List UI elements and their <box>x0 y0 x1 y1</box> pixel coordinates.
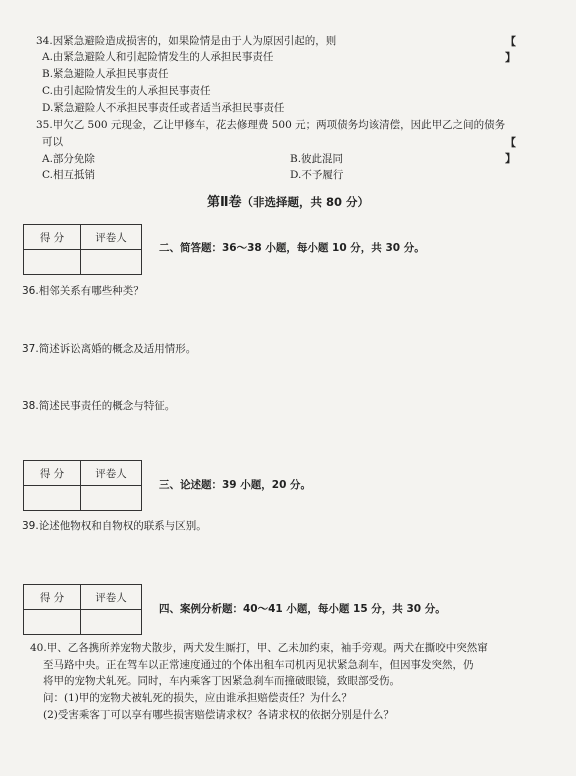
q39: 39.论述他物权和自物权的联系与区别。 <box>22 520 207 532</box>
q38: 38.简述民事责任的概念与特征。 <box>22 400 176 412</box>
q36: 36.相邻关系有哪些种类？ <box>22 285 144 297</box>
q35-option-c: C.相互抵销 <box>42 169 95 181</box>
q34-option-b: B.紧急避险人承担民事责任 <box>42 68 169 80</box>
q34-option-d: D.紧急避险人不承担民事责任或者适当承担民事责任 <box>42 102 285 114</box>
score-cell <box>24 486 81 511</box>
q40-line1: 40.甲、乙各携所养宠物犬散步，两犬发生厮打，甲、乙未加约束，袖手旁观。两犬在撕咬中突然窜 <box>30 642 488 654</box>
q35-stem-line2: 可以 <box>42 136 63 148</box>
q35-option-a: A.部分免除 <box>42 153 95 165</box>
grader-cell <box>81 486 142 511</box>
q37: 37.简述诉讼离婚的概念及适用情形。 <box>22 343 197 355</box>
score-cell <box>24 610 81 635</box>
q40-line2: 至马路中央。正在驾车以正常速度通过的个体出租车司机丙见状紧急刹车，但因事发突然，仍 <box>43 659 474 671</box>
q40-line3: 将甲的宠物犬轧死。同时，车内乘客丁因紧急刹车而撞破眼镜，致眼部受伤。 <box>43 675 400 687</box>
score-label: 得 分 <box>24 461 81 486</box>
score-cell <box>24 250 81 275</box>
section2-heading: 二、简答题：36～38 小题，每小题 10 分，共 30 分。 <box>159 242 425 254</box>
section3-heading: 三、论述题：39 小题，20 分。 <box>159 479 312 491</box>
q35-option-d: D.不予履行 <box>290 169 344 181</box>
grader-label: 评卷人 <box>81 461 142 486</box>
score-box-section3 <box>23 460 142 511</box>
q34-option-c: C.由引起险情发生的人承担民事责任 <box>42 85 211 97</box>
section4-heading: 四、案例分析题：40～41 小题，每小题 15 分，共 30 分。 <box>159 603 446 615</box>
score-box-section2 <box>23 224 142 275</box>
grader-cell <box>81 610 142 635</box>
grader-label: 评卷人 <box>81 585 142 610</box>
part2-title <box>0 191 576 210</box>
grader-cell <box>81 250 142 275</box>
part2-title-main: 第Ⅱ卷 <box>206 195 242 210</box>
q34-answer-bracket: 【 】 <box>505 35 534 64</box>
grader-label: 评卷人 <box>81 225 142 250</box>
q34-stem: 34.因紧急避险造成损害的，如果险情是由于人为原因引起的，则 <box>36 35 337 47</box>
score-label: 得 分 <box>24 585 81 610</box>
q35-stem-line1: 35.甲欠乙 500 元现金，乙让甲修车，花去修理费 500 元；两项债务均该清偿，因此甲乙之间的债务 <box>36 119 506 131</box>
q35-answer-bracket: 【 】 <box>505 136 534 165</box>
score-label: 得 分 <box>24 225 81 250</box>
q40-question1: 问：(1)甲的宠物犬被轧死的损失，应由谁承担赔偿责任？为什么？ <box>43 692 352 704</box>
q40-question2: (2)受害乘客丁可以享有哪些损害赔偿请求权？各请求权的依据分别是什么？ <box>43 709 394 721</box>
q35-option-b: B.彼此混同 <box>290 153 344 165</box>
q34-option-a: A.由紧急避险人和引起险情发生的人承担民事责任 <box>42 51 274 63</box>
part2-title-sub: （非选择题，共 80 分） <box>241 195 370 209</box>
score-box-section4 <box>23 584 142 635</box>
